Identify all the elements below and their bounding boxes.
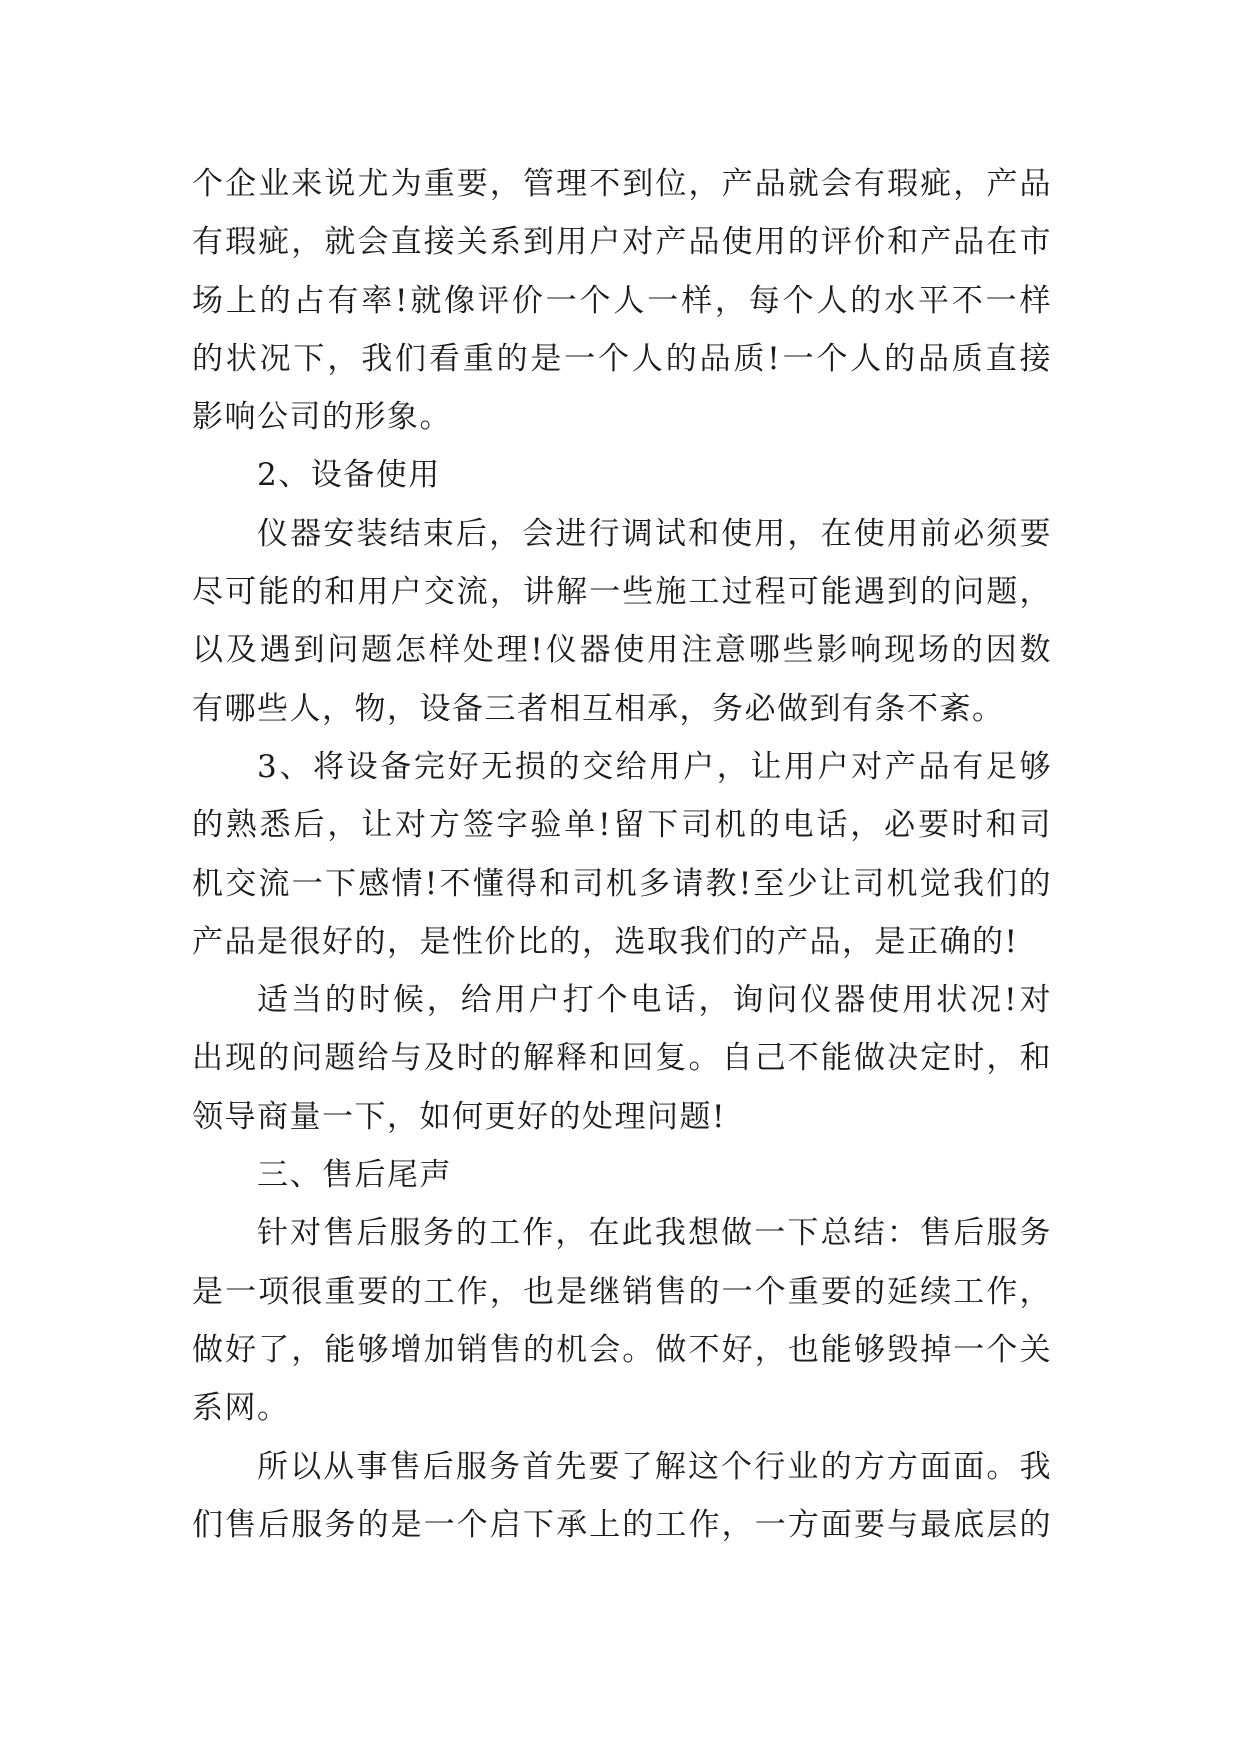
text-line: 有哪些人，物，设备三者相互相承，务必做到有条不紊。: [192, 690, 1005, 727]
document-body: [192, 155, 1052, 1554]
paragraph-start-line: 所以从事售后服务首先要了解这个行业的方方面面。我: [257, 1448, 1052, 1485]
paragraph-start-line: 3、将设备完好无损的交给用户，让用户对产品有足够: [257, 748, 1052, 785]
text-line: 尽可能的和用户交流，讲解一些施工过程可能遇到的问题，: [192, 574, 1052, 611]
text-line: 做好了，能够增加销售的机会。做不好，也能够毁掉一个关: [192, 1331, 1052, 1368]
paragraph-start-line: 针对售后服务的工作，在此我想做一下总结：售后服务: [257, 1215, 1052, 1252]
text-line: 个企业来说尤为重要，管理不到位，产品就会有瑕疵，产品: [192, 166, 1052, 202]
text-line: 出现的问题给与及时的解释和回复。自己不能做决定时，和: [192, 1040, 1052, 1077]
text-line: 们售后服务的是一个启下承上的工作，一方面要与最底层的: [192, 1506, 1052, 1543]
paragraph-start-line: 适当的时候，给用户打个电话，询问仪器使用状况!对: [257, 982, 1052, 1019]
text-line: 领导商量一下，如何更好的处理问题!: [192, 1098, 726, 1135]
text-line: 场上的占有率!就像评价一个人一样，每个人的水平不一样: [192, 282, 1052, 319]
text-line: 是一项很重要的工作，也是继销售的一个重要的延续工作，: [192, 1273, 1052, 1310]
text-line: 的熟悉后，让对方签字验单!留下司机的电话，必要时和司: [192, 807, 1052, 844]
text-line: 有瑕疵，就会直接关系到用户对产品使用的评价和产品在市: [192, 224, 1052, 261]
text-line: 系网。: [192, 1390, 290, 1427]
paragraph-start-line: 仪器安装结束后，会进行调试和使用，在使用前必须要: [257, 515, 1052, 552]
section-heading: 三、售后尾声: [257, 1157, 452, 1194]
text-line: 影响公司的形象。: [192, 399, 452, 436]
text-line: 机交流一下感情!不懂得和司机多请教!至少让司机觉我们的: [192, 865, 1052, 902]
text-line: 以及遇到问题怎样处理!仪器使用注意哪些影响现场的因数: [192, 632, 1052, 669]
section-heading: 2、设备使用: [257, 457, 441, 494]
text-line: 的状况下，我们看重的是一个人的品质!一个人的品质直接: [192, 340, 1052, 377]
text-line: 产品是很好的，是性价比的，选取我们的产品，是正确的!: [192, 923, 1019, 960]
